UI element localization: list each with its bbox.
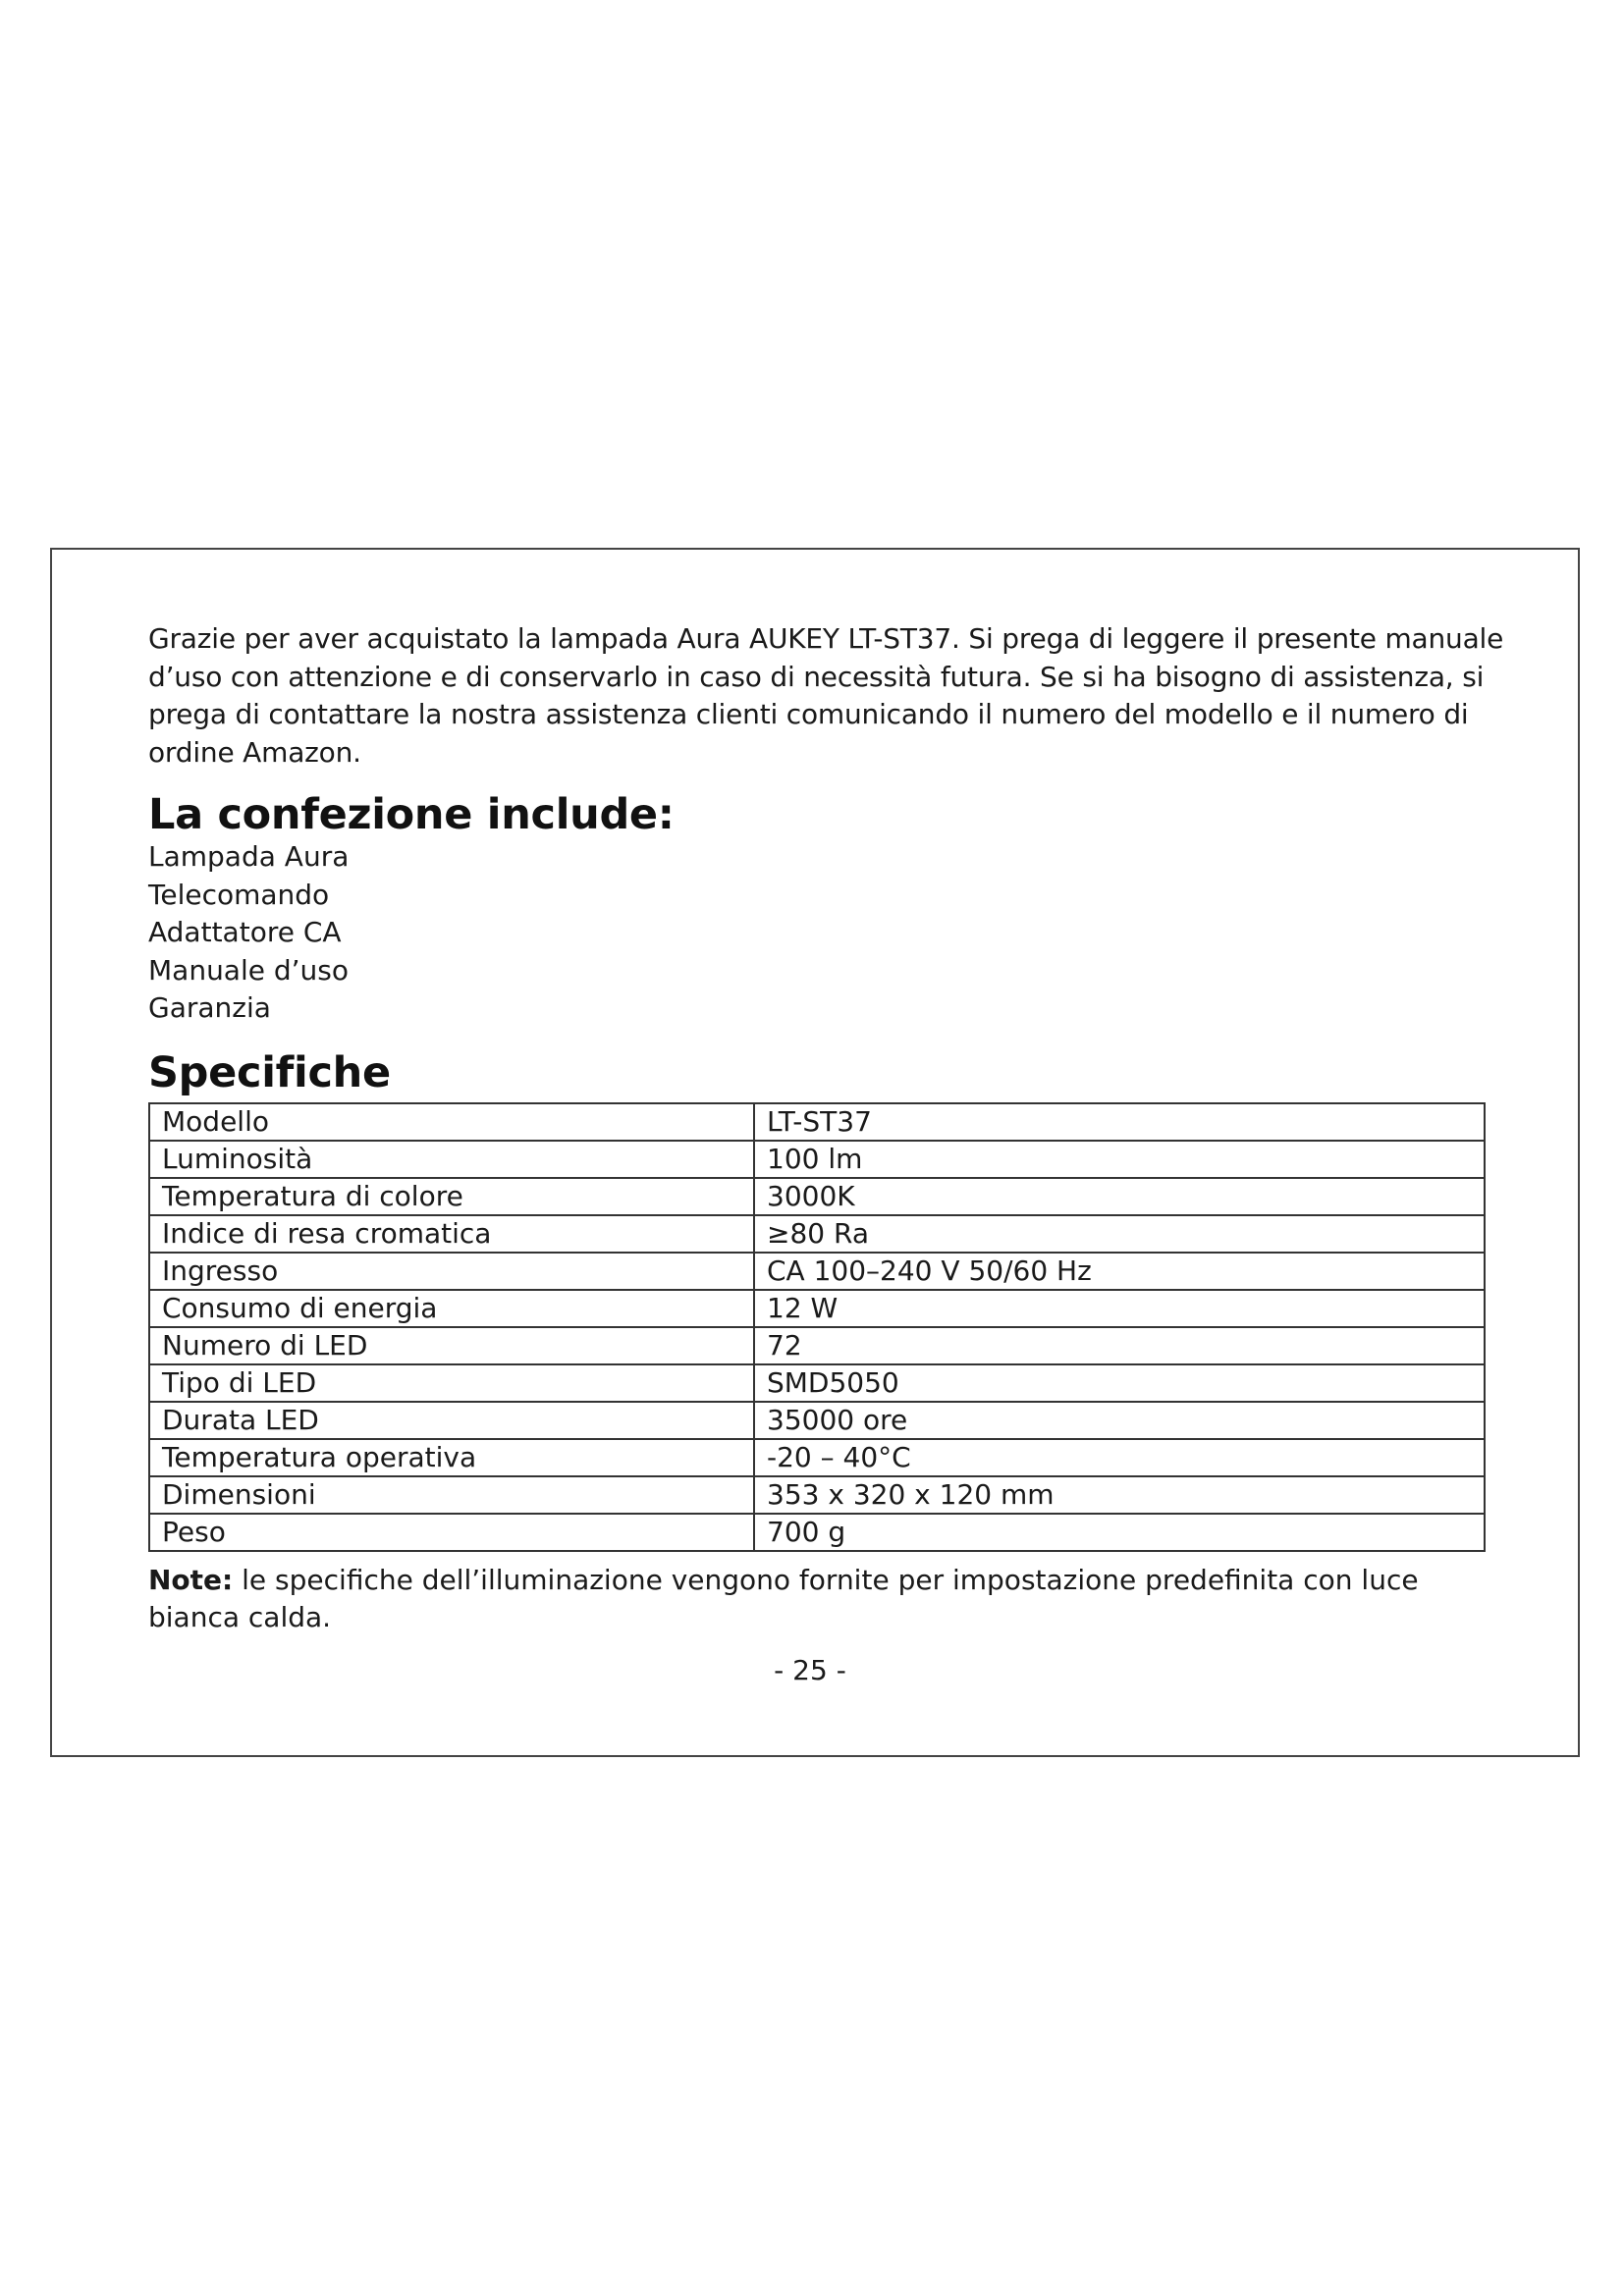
spec-label: Modello — [149, 1103, 754, 1141]
spec-label: Temperatura di colore — [149, 1178, 754, 1215]
spec-label: Temperatura operativa — [149, 1439, 754, 1476]
spec-label: Ingresso — [149, 1253, 754, 1290]
intro-paragraph: Grazie per aver acquistato la lampada Aura AUKEY LT-ST37. Si prega di leggere il presente manuale d’uso con attenzione e di conservarlo in caso di necessità futura. Se si ha bisogno di assistenza, si prega di contattare la nostra assistenza clienti comunicando il numero del modello e il numero di ordine Amazon. — [148, 622, 1504, 769]
note-label: Note: — [148, 1563, 234, 1596]
note-text: le specifiche dell’illuminazione vengono fornite per impostazione predefinita con luce bianca calda. — [148, 1563, 1419, 1633]
package-item: Lampada Aura — [148, 840, 350, 873]
spec-value: 353 x 320 x 120 mm — [754, 1476, 1485, 1514]
spec-value: 3000K — [754, 1178, 1485, 1215]
spec-label: Peso — [149, 1514, 754, 1551]
table-row — [149, 1103, 1485, 1141]
spec-label: Luminosità — [149, 1141, 754, 1178]
table-row — [149, 1141, 1485, 1178]
package-item: Garanzia — [148, 991, 271, 1024]
spec-label: Dimensioni — [149, 1476, 754, 1514]
package-heading: La confezione include: — [148, 790, 675, 839]
table-row — [149, 1215, 1485, 1253]
spec-value: 12 W — [754, 1290, 1485, 1327]
note-paragraph — [148, 1562, 1513, 1637]
table-row — [149, 1402, 1485, 1439]
package-list — [148, 838, 1513, 1028]
table-row — [149, 1364, 1485, 1402]
spec-value: LT-ST37 — [754, 1103, 1485, 1141]
spec-value: -20 – 40°C — [754, 1439, 1485, 1476]
page-number: - 25 - — [774, 1654, 846, 1686]
spec-value: ≥80 Ra — [754, 1215, 1485, 1253]
spec-value: 35000 ore — [754, 1402, 1485, 1439]
spec-value: 72 — [754, 1327, 1485, 1364]
package-item: Telecomando — [148, 878, 330, 911]
table-row — [149, 1514, 1485, 1551]
page-content — [148, 620, 1513, 1637]
specs-heading: Specifiche — [148, 1047, 391, 1097]
spec-value: SMD5050 — [754, 1364, 1485, 1402]
table-row — [149, 1178, 1485, 1215]
spec-value: CA 100–240 V 50/60 Hz — [754, 1253, 1485, 1290]
spec-label: Numero di LED — [149, 1327, 754, 1364]
table-row — [149, 1253, 1485, 1290]
table-row — [149, 1439, 1485, 1476]
spec-value: 100 lm — [754, 1141, 1485, 1178]
specs-table — [148, 1102, 1486, 1552]
spec-label: Tipo di LED — [149, 1364, 754, 1402]
spec-label: Consumo di energia — [149, 1290, 754, 1327]
spec-label: Durata LED — [149, 1402, 754, 1439]
spec-label: Indice di resa cromatica — [149, 1215, 754, 1253]
table-row — [149, 1290, 1485, 1327]
spec-value: 700 g — [754, 1514, 1485, 1551]
package-item: Adattatore CA — [148, 916, 342, 948]
table-row — [149, 1327, 1485, 1364]
table-row — [149, 1476, 1485, 1514]
page-frame — [50, 548, 1580, 1757]
package-item: Manuale d’uso — [148, 953, 350, 987]
